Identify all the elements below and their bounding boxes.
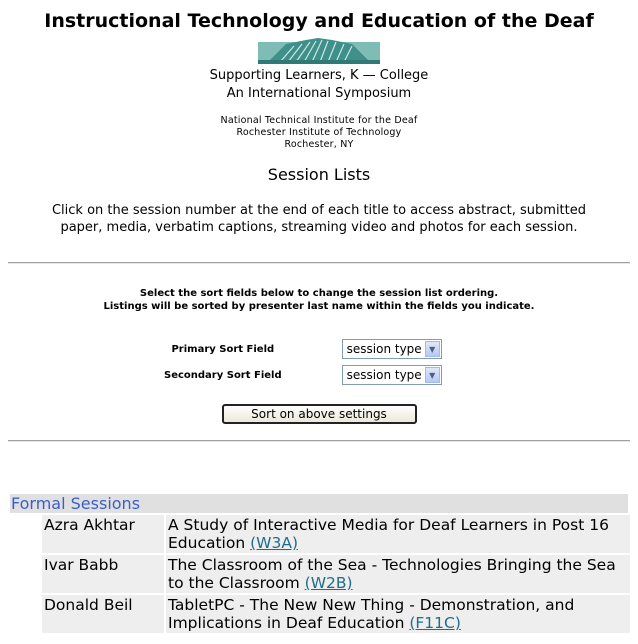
institution-info: [0, 115, 638, 151]
sort-button[interactable]: Sort on above settings: [222, 404, 417, 424]
session-title: TabletPC - The New New Thing - Demonstration, and Implications in Deaf Education (F11C): [166, 595, 630, 633]
institution-line-3: Rochester, NY: [284, 139, 354, 150]
divider-bottom: [8, 440, 630, 442]
sort-instructions: [0, 264, 638, 313]
sort-note-line-1: Select the sort fields below to change the session list ordering.: [139, 288, 499, 299]
sessions-table: [40, 513, 632, 635]
session-link[interactable]: (W3A): [250, 534, 298, 552]
page-title: Instructional Technology and Education of the Deaf: [44, 10, 594, 32]
presenter-name: Azra Akhtar: [42, 515, 164, 553]
sort-fields-table: [164, 336, 442, 388]
primary-sort-label: Primary Sort Field: [171, 343, 275, 355]
session-title: A Study of Interactive Media for Deaf Learners in Post 16 Education (W3A): [166, 515, 630, 553]
session-link[interactable]: (W2B): [304, 574, 353, 592]
institution-line-1: National Technical Institute for the Deaf: [220, 115, 418, 126]
subtitle-line-1: Supporting Learners, K — College: [209, 68, 429, 83]
institution-line-2: Rochester Institute of Technology: [236, 127, 402, 138]
section-heading: Session Lists: [267, 165, 371, 184]
page-header: [0, 0, 638, 236]
subtitle-line-2: An International Symposium: [226, 86, 412, 101]
instructions-text: Click on the session number at the end of each title to access abstract, submitted paper, media, verbatim captions, streaming video and photos for each session.: [51, 203, 586, 235]
sort-note-line-2: Listings will be sorted by presenter last name within the fields you indicate.: [103, 301, 535, 312]
sort-form: [0, 264, 638, 424]
symposium-logo-icon: [258, 36, 380, 66]
secondary-sort-select[interactable]: [342, 365, 442, 385]
secondary-sort-label: Secondary Sort Field: [164, 369, 282, 381]
table-row: [42, 555, 630, 593]
primary-sort-select[interactable]: [342, 339, 442, 359]
presenter-name: Ivar Babb: [42, 555, 164, 593]
session-link[interactable]: (F11C): [409, 614, 461, 632]
chevron-down-icon[interactable]: ▼: [425, 367, 440, 383]
chevron-down-icon[interactable]: ▼: [425, 341, 440, 357]
table-row: [42, 595, 630, 633]
secondary-sort-value: session type: [346, 368, 422, 382]
table-row: [42, 515, 630, 553]
formal-sessions-heading: Formal Sessions: [10, 494, 628, 513]
presenter-name: Donald Beil: [42, 595, 164, 633]
primary-sort-value: session type: [346, 342, 422, 356]
session-title: The Classroom of the Sea - Technologies Bringing the Sea to the Classroom (W2B): [166, 555, 630, 593]
